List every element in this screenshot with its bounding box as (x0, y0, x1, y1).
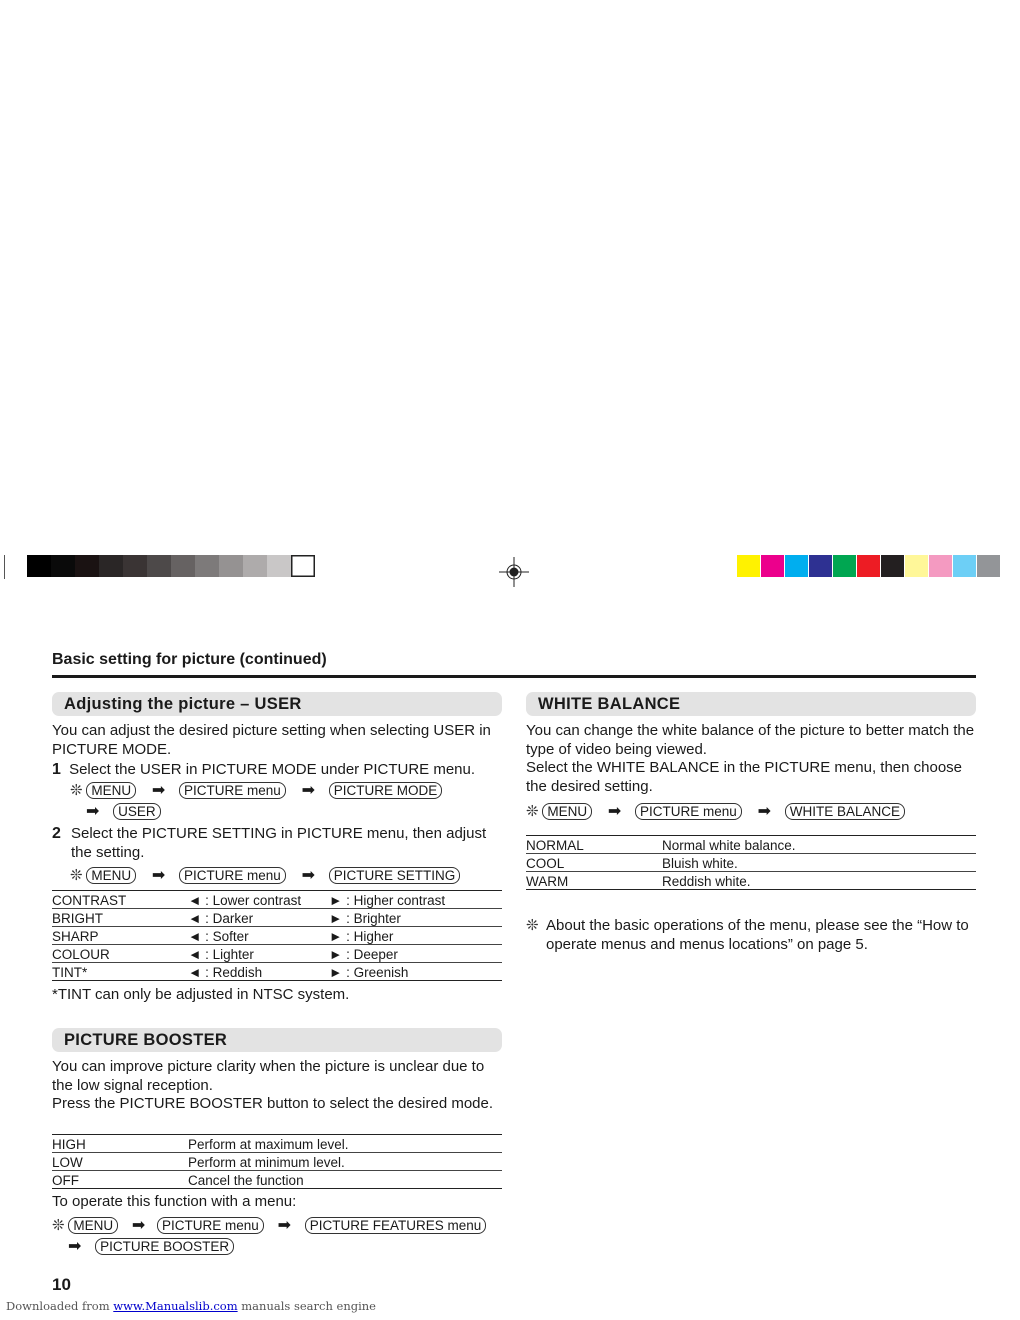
picture-booster-key: PICTURE BOOSTER (95, 1238, 234, 1255)
color-swatch (881, 555, 904, 577)
registration-crosshair-icon (499, 557, 529, 587)
step1-text: Select the USER in PICTURE MODE under PICTURE menu. (69, 761, 476, 778)
arrow-right-icon: ➡ (301, 867, 315, 884)
setting-right: ► : Brighter (329, 909, 502, 927)
section-rule (52, 675, 976, 678)
gray-swatch (291, 555, 315, 577)
user-section-heading: Adjusting the picture – USER (52, 692, 502, 716)
about-note-text: About the basic operations of the menu, please see the “How to operate menus and menus locations” on page 5. (546, 917, 969, 953)
color-swatch (809, 555, 832, 577)
setting-right: ► : Deeper (329, 945, 502, 963)
step1 (52, 761, 502, 780)
step2-number: 2 (52, 825, 61, 842)
star-bullet-icon: ❊ (526, 803, 539, 820)
setting-left: ◄ : Lower contrast (188, 891, 329, 909)
menu-key: MENU (86, 782, 136, 799)
footer (6, 1299, 376, 1313)
booster-key-sequence (52, 1215, 486, 1235)
setting-right: ► : Higher (329, 927, 502, 945)
white-balance-intro2: Select the WHITE BALANCE in the PICTURE menu, then choose the desired setting. (526, 759, 963, 795)
footer-prefix: Downloaded from (6, 1299, 114, 1313)
setting-name: BRIGHT (52, 909, 188, 927)
menu-key: MENU (542, 803, 592, 820)
gray-swatch (51, 555, 75, 577)
step1-key-sequence (70, 780, 442, 800)
picture-mode-key: PICTURE MODE (329, 782, 443, 799)
setting-left: ◄ : Lighter (188, 945, 329, 963)
booster-mode-table (52, 1134, 502, 1189)
setting-right: ► : Greenish (329, 963, 502, 981)
gray-swatch (243, 555, 267, 577)
mode-name: WARM (526, 872, 662, 890)
table-row (526, 854, 976, 872)
picture-menu-key: PICTURE menu (179, 782, 286, 799)
step2 (52, 825, 502, 862)
setting-name: SHARP (52, 927, 188, 945)
setting-name: TINT* (52, 963, 188, 981)
white-balance-key-sequence (526, 801, 905, 821)
gray-swatch (147, 555, 171, 577)
table-row (52, 1135, 502, 1153)
color-swatch (905, 555, 928, 577)
table-row (526, 836, 976, 854)
picture-menu-key: PICTURE menu (179, 867, 286, 884)
color-swatch (953, 555, 976, 577)
table-row (52, 891, 502, 909)
mode-desc: Cancel the function (188, 1171, 502, 1189)
mode-desc: Normal white balance. (662, 836, 976, 854)
arrow-right-icon: ➡ (131, 1217, 146, 1234)
gray-swatch (99, 555, 123, 577)
arrow-right-icon: ➡ (151, 867, 166, 884)
booster-intro: You can improve picture clarity when the picture is unclear due to the low signal reception. (52, 1058, 485, 1094)
star-bullet-icon: ❊ (70, 782, 83, 799)
gray-swatch (195, 555, 219, 577)
color-swatch (737, 555, 760, 577)
white-balance-table (526, 835, 976, 890)
user-key: USER (113, 803, 161, 820)
crop-mark (4, 555, 5, 579)
star-bullet-icon: ❊ (526, 917, 539, 934)
step1-number: 1 (52, 761, 61, 778)
white-balance-intro: You can change the white balance of the picture to better match the type of video being viewed. (526, 722, 975, 758)
picture-menu-key: PICTURE menu (157, 1217, 264, 1234)
mode-name: OFF (52, 1171, 188, 1189)
picture-setting-table (52, 890, 502, 981)
step1-key-sequence-cont (86, 801, 161, 821)
table-row (52, 1153, 502, 1171)
table-row (526, 872, 976, 890)
mode-name: LOW (52, 1153, 188, 1171)
tint-note: *TINT can only be adjusted in NTSC system. (52, 986, 350, 1003)
color-swatch (857, 555, 880, 577)
color-swatch (833, 555, 856, 577)
arrow-right-icon: ➡ (151, 782, 166, 799)
mode-name: NORMAL (526, 836, 662, 854)
page-number: 10 (52, 1275, 71, 1294)
step2-text: Select the PICTURE SETTING in PICTURE menu, then adjust the setting. (71, 825, 487, 861)
step2-key-sequence (70, 865, 460, 885)
white-balance-key: WHITE BALANCE (785, 803, 905, 820)
setting-name: COLOUR (52, 945, 188, 963)
color-swatch (785, 555, 808, 577)
color-swatch (929, 555, 952, 577)
table-row (52, 909, 502, 927)
mode-name: COOL (526, 854, 662, 872)
arrow-right-icon: ➡ (68, 1238, 82, 1255)
gray-swatch (75, 555, 99, 577)
mode-desc: Perform at minimum level. (188, 1153, 502, 1171)
booster-intro2: Press the PICTURE BOOSTER button to select the desired mode. (52, 1095, 494, 1112)
mode-desc: Bluish white. (662, 854, 976, 872)
menu-key: MENU (86, 867, 136, 884)
gray-swatch (219, 555, 243, 577)
gray-swatch (123, 555, 147, 577)
arrow-right-icon: ➡ (607, 803, 622, 820)
mode-desc: Perform at maximum level. (188, 1135, 502, 1153)
table-row (52, 1171, 502, 1189)
picture-setting-key: PICTURE SETTING (329, 867, 461, 884)
gray-swatch (267, 555, 291, 577)
setting-right: ► : Higher contrast (329, 891, 502, 909)
booster-menu-text: To operate this function with a menu: (52, 1193, 297, 1210)
mode-desc: Reddish white. (662, 872, 976, 890)
table-row (52, 945, 502, 963)
white-balance-heading: WHITE BALANCE (526, 692, 976, 716)
picture-menu-key: PICTURE menu (635, 803, 742, 820)
arrow-right-icon: ➡ (757, 803, 771, 820)
user-intro: You can adjust the desired picture setting when selecting USER in PICTURE MODE. (52, 722, 491, 758)
section-title: Basic setting for picture (continued) (52, 651, 327, 668)
picture-features-menu-key: PICTURE FEATURES menu (305, 1217, 487, 1234)
footer-suffix: manuals search engine (237, 1299, 376, 1313)
arrow-right-icon: ➡ (86, 803, 100, 820)
gray-swatch (27, 555, 51, 577)
star-bullet-icon: ❊ (70, 867, 83, 884)
gray-swatch (171, 555, 195, 577)
about-note (526, 917, 976, 954)
color-swatch (977, 555, 1000, 577)
menu-key: MENU (68, 1217, 118, 1234)
table-row (52, 927, 502, 945)
arrow-right-icon: ➡ (277, 1217, 291, 1234)
manualslib-link[interactable]: www.Manualslib.com (113, 1299, 238, 1313)
star-bullet-icon: ❊ (52, 1217, 65, 1234)
booster-key-sequence-cont (68, 1236, 234, 1256)
mode-name: HIGH (52, 1135, 188, 1153)
table-row (52, 963, 502, 981)
setting-left: ◄ : Darker (188, 909, 329, 927)
color-swatch (761, 555, 784, 577)
setting-left: ◄ : Softer (188, 927, 329, 945)
booster-section-heading: PICTURE BOOSTER (52, 1028, 502, 1052)
arrow-right-icon: ➡ (301, 782, 315, 799)
setting-name: CONTRAST (52, 891, 188, 909)
setting-left: ◄ : Reddish (188, 963, 329, 981)
